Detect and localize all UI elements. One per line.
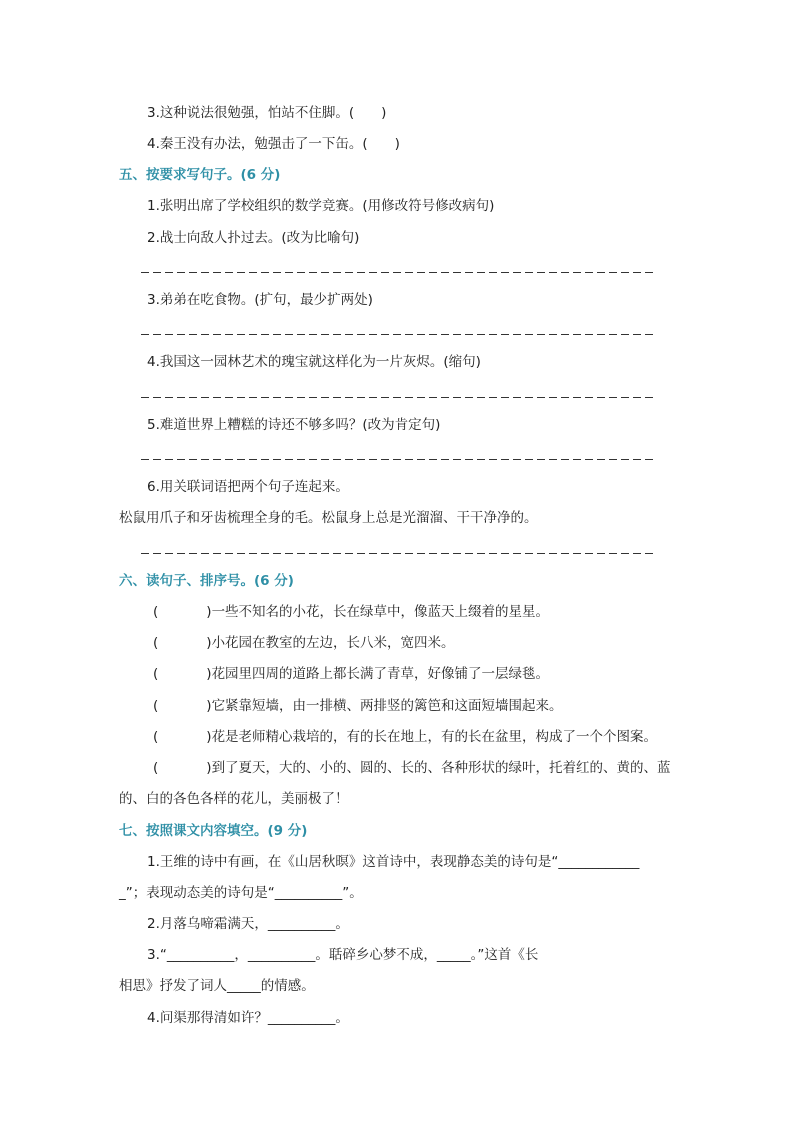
ordering-item-6 xyxy=(153,759,671,777)
question-5-5: 5.难道世界上糟糕的诗还不够多吗？(改为肯定句) xyxy=(147,417,441,433)
order-bracket-close: ) xyxy=(206,698,212,714)
ordering-sentence-2: 小花园在教室的左边，长八米，宽四米。 xyxy=(211,635,455,651)
answer-line-5-3[interactable] xyxy=(141,334,657,335)
question-5-6: 6.用关联词语把两个句子连起来。 xyxy=(147,479,349,495)
order-bracket-close: ) xyxy=(206,604,212,620)
question-5-1: 1.张明出席了学校组织的数学竞赛。(用修改符号修改病句) xyxy=(147,198,495,214)
section-5-heading: 五、按要求写句子。(6 分) xyxy=(119,167,281,183)
ordering-sentence-3: 花园里四周的道路上都长满了青草，好像铺了一层绿毯。 xyxy=(211,666,550,682)
section-6-heading: 六、读句子、排序号。(6 分) xyxy=(119,573,294,589)
ordering-item-3 xyxy=(153,665,549,683)
order-bracket-close: ) xyxy=(206,635,212,651)
order-bracket-close: ) xyxy=(206,760,212,776)
order-bracket-close: ) xyxy=(206,729,212,745)
question-7-4: 4.问渠那得清如许？__________。 xyxy=(147,1010,349,1026)
question-5-6-text: 松鼠用爪子和牙齿梳理全身的毛。松鼠身上总是光溜溜、干干净净的。 xyxy=(119,510,538,526)
order-bracket-open: ( xyxy=(153,760,159,776)
question-7-1a: 1.王维的诗中有画，在《山居秋暝》这首诗中，表现静态美的诗句是“____________ xyxy=(147,854,640,870)
ordering-item-1 xyxy=(153,603,549,621)
question-4-4: 4.秦王没有办法，勉强击了一下缶。( ) xyxy=(147,136,400,152)
question-7-3a: 3.“__________，__________。聒碎乡心梦不成，_____。”这首《长 xyxy=(147,947,539,963)
question-7-3b: 相思》抒发了词人_____的情感。 xyxy=(119,978,315,994)
order-bracket-open: ( xyxy=(153,729,159,745)
order-bracket-open: ( xyxy=(153,666,159,682)
order-bracket-open: ( xyxy=(153,635,159,651)
question-5-3: 3.弟弟在吃食物。(扩句，最少扩两处) xyxy=(147,292,373,308)
order-bracket-close: ) xyxy=(206,666,212,682)
section-7-heading: 七、按照课文内容填空。(9 分) xyxy=(119,823,308,839)
ordering-item-4 xyxy=(153,697,563,715)
question-5-2: 2.战士向敌人扑过去。(改为比喻句) xyxy=(147,230,360,246)
ordering-item-5 xyxy=(153,728,657,746)
ordering-sentence-4: 它紧靠短墙，由一排横、两排竖的篱笆和这面短墙围起来。 xyxy=(211,698,563,714)
answer-line-5-6[interactable] xyxy=(141,553,657,554)
ordering-item-2 xyxy=(153,634,455,652)
ordering-sentence-6a: 到了夏天，大的、小的、圆的、长的、各种形状的绿叶，托着红的、黄的、蓝 xyxy=(211,760,671,776)
question-5-4: 4.我国这一园林艺术的瑰宝就这样化为一片灰烬。(缩句) xyxy=(147,354,481,370)
order-bracket-open: ( xyxy=(153,604,159,620)
question-7-2: 2.月落乌啼霜满天，__________。 xyxy=(147,916,349,932)
order-bracket-open: ( xyxy=(153,698,159,714)
answer-line-5-2[interactable] xyxy=(141,272,657,273)
answer-line-5-4[interactable] xyxy=(141,397,657,398)
ordering-sentence-6b: 的、白的各色各样的花儿，美丽极了！ xyxy=(119,791,349,807)
question-4-3: 3.这种说法很勉强，怕站不住脚。( ) xyxy=(147,105,387,121)
ordering-sentence-1: 一些不知名的小花，长在绿草中，像蓝天上缀着的星星。 xyxy=(211,604,550,620)
question-7-1b: _”；表现动态美的诗句是“__________”。 xyxy=(119,885,363,901)
ordering-sentence-5: 花是老师精心栽培的，有的长在地上，有的长在盆里，构成了一个个图案。 xyxy=(211,729,658,745)
answer-line-5-5[interactable] xyxy=(141,459,657,460)
